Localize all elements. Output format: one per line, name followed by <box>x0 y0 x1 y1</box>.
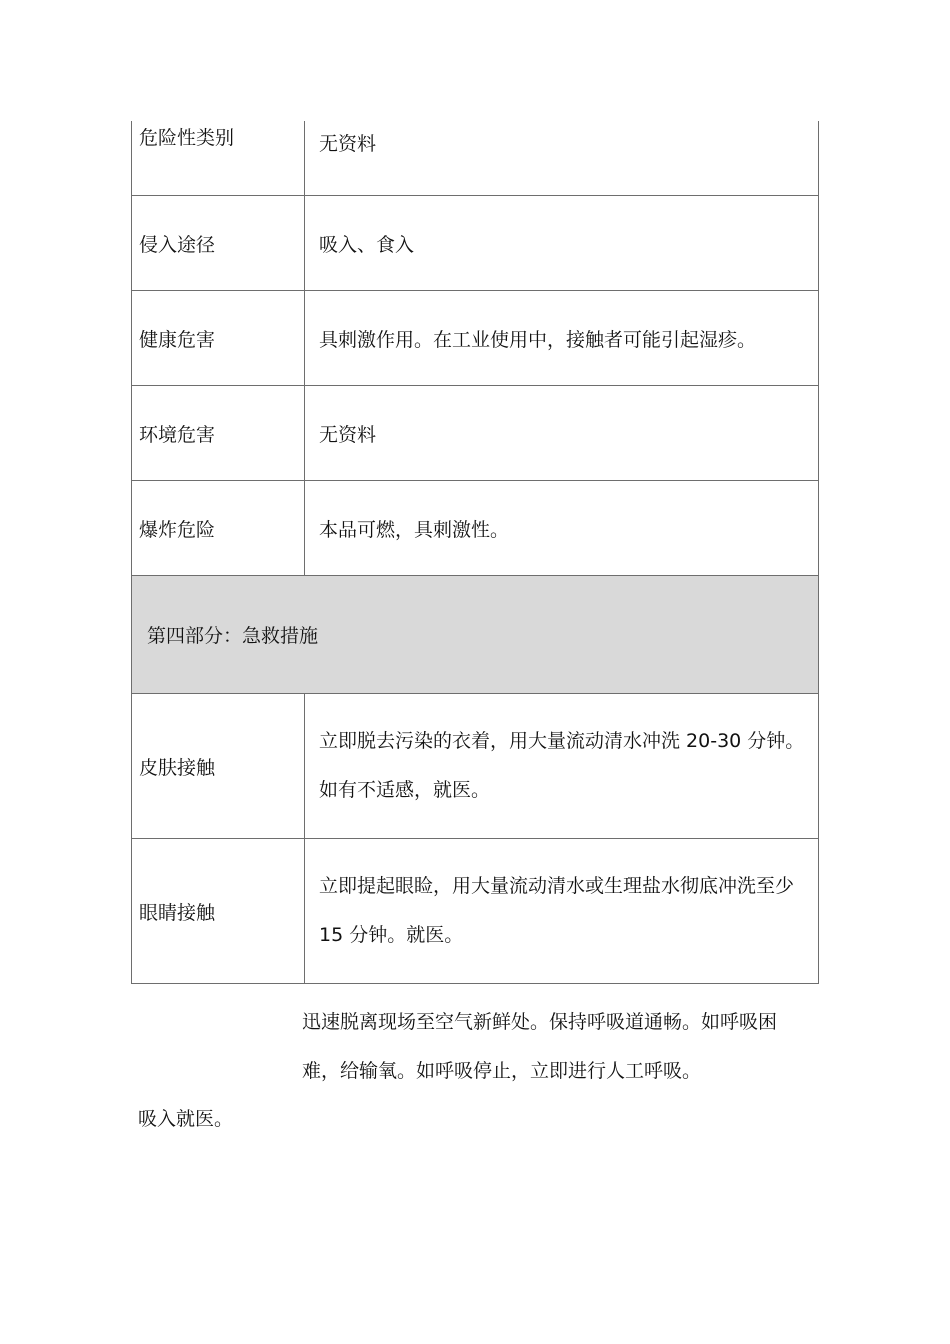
row-value: 本品可燃，具刺激性。 <box>305 481 819 576</box>
row-label: 爆炸危险 <box>132 481 305 576</box>
section-title: 第四部分：急救措施 <box>132 576 819 694</box>
table-row <box>132 196 819 291</box>
row-value: 吸入、食入 <box>305 196 819 291</box>
row-value: 无资料 <box>305 386 819 481</box>
inhalation-tail: 吸入就医。 <box>138 1108 234 1130</box>
row-value: 立即提起眼睑，用大量流动清水或生理盐水彻底冲洗至少 15 分钟。就医。 <box>305 839 819 984</box>
row-label: 侵入途径 <box>132 196 305 291</box>
row-label: 危险性类别 <box>132 121 305 196</box>
row-value: 具刺激作用。在工业使用中，接触者可能引起湿疹。 <box>305 291 819 386</box>
row-value: 无资料 <box>305 121 819 196</box>
table-row <box>132 386 819 481</box>
row-label: 健康危害 <box>132 291 305 386</box>
row-label: 眼睛接触 <box>132 839 305 984</box>
table-row <box>132 481 819 576</box>
table-row <box>132 694 819 839</box>
row-value: 立即脱去污染的衣着，用大量流动清水冲洗 20-30 分钟。如有不适感，就医。 <box>305 694 819 839</box>
table-row <box>132 291 819 386</box>
row-label: 皮肤接触 <box>132 694 305 839</box>
inhalation-text: 迅速脱离现场至空气新鲜处。保持呼吸道通畅。如呼吸困难，给输氧。如呼吸停止，立即进行人工呼吸。 <box>302 1011 778 1082</box>
table-row <box>132 121 819 196</box>
table-row <box>132 839 819 984</box>
section-header-row <box>132 576 819 694</box>
row-label: 环境危害 <box>132 386 305 481</box>
msds-table <box>131 121 819 984</box>
